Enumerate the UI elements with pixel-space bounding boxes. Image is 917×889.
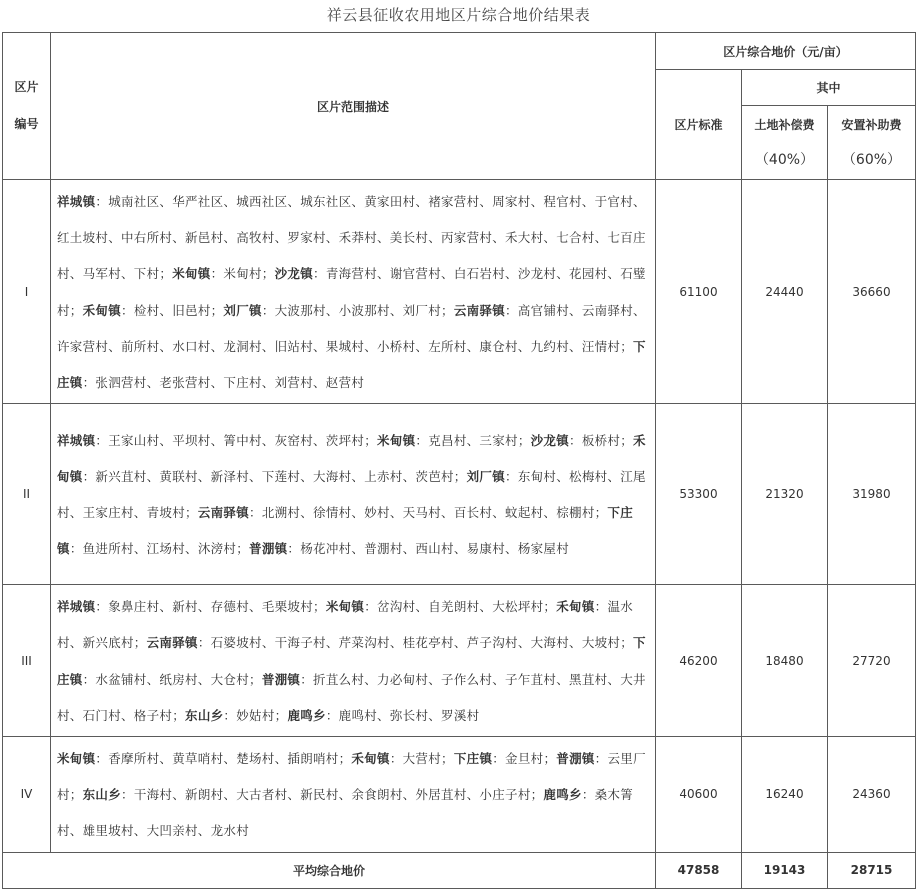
village-list: ：温水村、新兴底村；	[57, 599, 634, 651]
resettle-cell: 27720	[828, 585, 916, 737]
of-which-header: 其中	[742, 70, 916, 106]
town-name: 祥城镇	[57, 194, 96, 209]
town-name: 东山乡	[82, 787, 122, 803]
town-name: 祥城镇	[57, 432, 96, 448]
price-group-header: 区片综合地价（元/亩）	[656, 33, 916, 70]
village-list: ：干海村、新朗村、大古者村、新民村、余食朗村、外居苴村、小庄子村；	[121, 787, 544, 803]
town-name: 沙龙镇	[530, 432, 570, 448]
page-title: 祥云县征收农用地区片综合地价结果表	[326, 6, 591, 24]
village-list: ：王家山村、平坝村、箐中村、灰窑村、茨坪村；	[95, 432, 378, 448]
range-desc-cell	[51, 585, 656, 737]
town-name: 云南驿镇	[197, 505, 250, 521]
village-list: ：鹿鸣村、弥长村、罗溪村	[325, 707, 480, 723]
town-name: 禾甸镇	[82, 302, 122, 318]
town-name: 禾甸镇	[57, 432, 646, 485]
average-land-comp: 19143	[742, 852, 828, 888]
town-name: 沙龙镇	[274, 266, 314, 282]
land-comp-pct: （40%）	[754, 151, 815, 168]
zone-no-cell: II	[3, 404, 51, 585]
village-list: ：北溯村、徐情村、妙村、天马村、百长村、蚊起村、棕棚村；	[249, 505, 608, 521]
village-list: ：张泗营村、老张营村、下庄村、刘营村、赵营村	[82, 375, 365, 391]
standard-cell: 61100	[656, 180, 742, 404]
standard-cell: 40600	[656, 737, 742, 853]
village-list: ：云里厂村；	[57, 751, 646, 803]
village-list: ：桑木箐村、雄里坡村、大凹亲村、龙水村	[57, 787, 634, 839]
village-list: ：折苴么村、力必甸村、子作么村、子乍苴村、黑苴村、大井村、石门村、格子村；	[57, 671, 646, 723]
town-name: 下庄镇	[453, 751, 493, 767]
land-comp-cell: 24440	[742, 180, 828, 404]
town-name: 米甸镇	[172, 266, 211, 282]
village-list: ：东甸村、松梅村、江尾村、王家庄村、青坡村；	[57, 469, 646, 521]
zone-no-header-line2: 编号	[14, 117, 39, 131]
table-row	[3, 404, 916, 585]
average-resettle: 28715	[828, 852, 916, 888]
land-comp-header	[742, 106, 828, 180]
standard-header: 区片标准	[656, 70, 742, 180]
village-list: ：杨花冲村、普淜村、西山村、易康村、杨家屋村	[287, 541, 570, 557]
land-comp-label: 土地补偿费	[754, 117, 815, 132]
land-comp-cell: 16240	[742, 737, 828, 853]
village-list: ：水盆铺村、纸房村、大仓村；	[82, 671, 262, 687]
resettle-label: 安置补助费	[841, 117, 902, 132]
range-desc-cell	[51, 404, 656, 585]
town-name: 云南驿镇	[146, 635, 198, 651]
average-label: 平均综合地价	[3, 852, 656, 888]
land-comp-cell: 18480	[742, 585, 828, 737]
town-name: 普淜镇	[261, 671, 301, 687]
zone-no-header	[3, 33, 51, 180]
village-list: ：岔沟村、自羌朗村、大松坪村；	[364, 599, 557, 615]
village-list: ：高官铺村、云南驿村、许家营村、前所村、水口村、龙洞村、旧站村、果城村、小桥村、左所村、康仓村、九约村、汪情村；	[57, 302, 646, 354]
village-list: ：城南社区、华严社区、城西社区、城东社区、黄家田村、褚家营村、周家村、程官村、于官村、红土坡村、中右所村、新邑村、高牧村、罗家村、禾莽村、美长村、丙家营村、禾大村、七合村、七百庄村、马军村、下村；	[57, 194, 646, 282]
town-name: 普淜镇	[249, 541, 288, 557]
town-name: 米甸镇	[325, 599, 365, 615]
resettle-cell: 24360	[828, 737, 916, 853]
town-name: 下庄镇	[57, 635, 646, 687]
village-list: ：鱼进所村、江场村、沐滂村；	[69, 541, 250, 557]
resettle-cell: 31980	[828, 404, 916, 585]
village-list: ：青海营村、谢官营村、白石岩村、沙龙村、花园村、石璧村；	[57, 266, 646, 318]
village-list: ：克昌村、三家村；	[415, 432, 531, 448]
village-list: ：板桥村；	[569, 432, 634, 448]
range-desc-cell	[51, 737, 656, 853]
land-comp-cell: 21320	[742, 404, 828, 585]
town-name: 禾甸镇	[351, 751, 390, 767]
range-desc-cell	[51, 180, 656, 404]
village-list: ：香摩所村、黄草哨村、楚场村、插朗哨村；	[95, 751, 352, 767]
zone-no-cell: IV	[3, 737, 51, 853]
town-name: 鹿鸣乡	[543, 787, 582, 803]
average-row	[3, 852, 916, 888]
zone-no-header-line1: 区片	[14, 80, 39, 94]
table-row	[3, 737, 916, 853]
town-name: 米甸镇	[377, 432, 416, 448]
zone-no-cell: I	[3, 180, 51, 404]
town-name: 米甸镇	[57, 751, 96, 767]
resettle-pct: （60%）	[841, 151, 902, 168]
village-list: ：妙姑村；	[223, 707, 288, 723]
resettle-cell: 36660	[828, 180, 916, 404]
average-standard: 47858	[656, 852, 742, 888]
village-list: ：大波那村、小波那村、刘厂村；	[261, 302, 454, 318]
standard-cell: 46200	[656, 585, 742, 737]
town-name: 下庄镇	[57, 338, 646, 391]
zone-no-cell: III	[3, 585, 51, 737]
village-list: ：检村、旧邑村；	[121, 302, 224, 318]
town-name: 普淜镇	[556, 751, 595, 767]
resettle-header	[828, 106, 916, 180]
village-list: ：石婆坡村、干海子村、芹菜沟村、桂花亭村、芦子沟村、大海村、大坡村；	[197, 635, 634, 651]
village-list: ：金旦村；	[492, 751, 557, 767]
village-list: ：新兴苴村、黄联村、新泽村、下莲村、大海村、上赤村、茨芭村；	[82, 469, 467, 485]
standard-cell: 53300	[656, 404, 742, 585]
town-name: 祥城镇	[57, 599, 96, 615]
table-row	[3, 180, 916, 404]
village-list: ：大营村；	[389, 751, 454, 767]
town-name: 云南驿镇	[453, 302, 506, 318]
village-list: ：米甸村；	[210, 266, 275, 282]
town-name: 禾甸镇	[556, 599, 595, 615]
town-name: 下庄镇	[57, 505, 634, 557]
town-name: 刘厂镇	[223, 302, 262, 318]
village-list: ：象鼻庄村、新村、存德村、毛栗坡村；	[95, 599, 326, 615]
town-name: 东山乡	[185, 707, 224, 723]
town-name: 刘厂镇	[466, 469, 506, 485]
land-price-table	[2, 32, 916, 889]
town-name: 鹿鸣乡	[287, 707, 326, 723]
range-desc-header: 区片范围描述	[51, 33, 656, 180]
table-row	[3, 585, 916, 737]
